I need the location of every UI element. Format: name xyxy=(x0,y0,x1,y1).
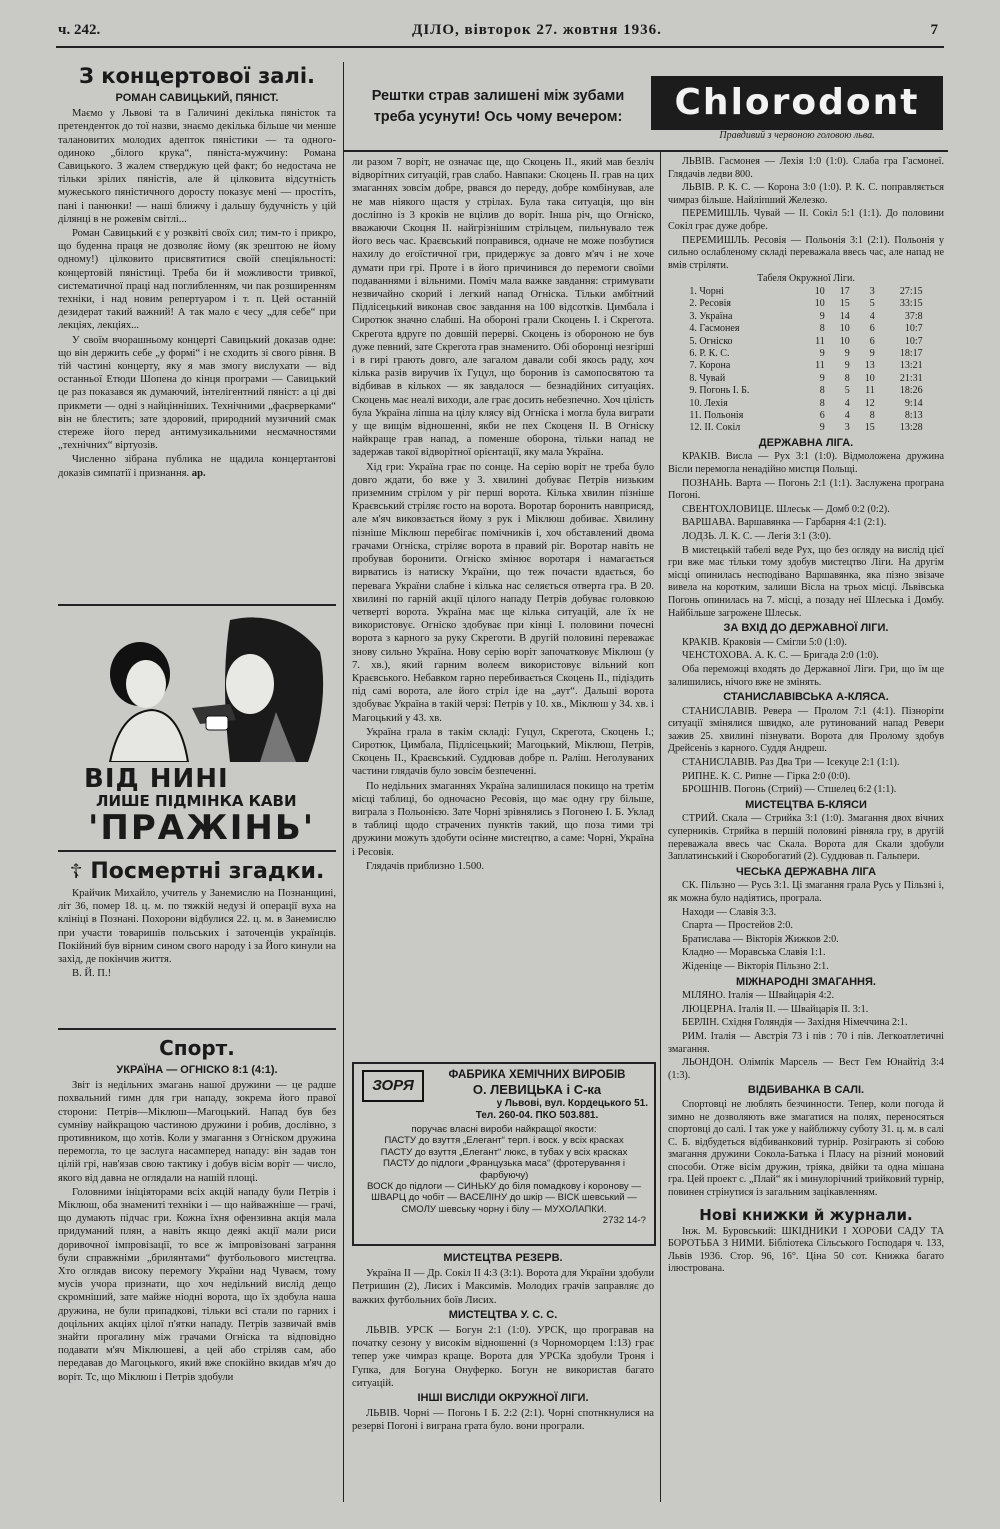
paragraph: Головними ініціяторами всіх акцій нападу були Петрів і Міклюш, оба знамениті техніки і — що найважніше — грачі, що думають підчас гри. Кожна їхня офензивна акція мала придуманий плян, а навіть якщо деякі акції мали риси доривочної імпровізації, то все ж імпровізовані заграння були справжніми „брилянтами“ футбольового мистецтва. Хто оглядав високу перемогу України над Чуваєм, тому мусів учора признати, що хоч недільний вислід дещо скромніший, зате майже ніодні ворота, що їх здобула наша дружина, не були припадкові, тільки всі стали по гарних і доцільних акціях цілої п'ятки нападу. Петрів зазвичай вмів знайти прогалину між грачами Огніска та відповідно подавати м'яч Міклюшеві, а цей або стріляв сам, або передавав до Магоцького, який вже спокійно вкидав м'яч до воріт. Тс, що Міклюш і Петрів здобули xyxy=(58,1186,336,1383)
zorya-intro: поручає власні вироби найкращої якости: xyxy=(411,1124,597,1135)
paragraph: ли разом 7 воріт, не означає ще, що Скоцень II., який мав безліч відворітних ситуацій, грав слабо. Навпаки: Скоцень II. грав на цих змаганнях зовсім добре, рвався до переду, добре комбінував, але не мав ніякого щастя у стрілах. Була така ситуація, що він досліпно із 3 кроків не вцілив до воріт. Інша річ, що Огніско, вважаючи Скоцня II. найгрізнішим стрільцем, пильнувало теж його весь час. Краєвський поправився, одначе не може позбутися нахилу до егоїстичної гри, придержує за довго м'яч і не хоче думати при грі. Проте і в його причинився до перемоги своїми подаваннями і вільними. Поміч мала важке завдання: стримувати незвичайно скорий і легкий напад Огніска. Тільки амбітний Підлісецький виконав своє завдання на 100 відсотків. Цимбала і Сиротюк значно слабші. На обороні грали Скоцень I. і Скрегота. Скрегота вдруге по довшій перерві. Скоцень із обороною не був дуже певний, зате Скрегота грав знаменито. Обі оборонці незгірші і в гирі грають довго, але загалом давали собі якось раду, хоч кілька разів виручив їх Гуцул, що боронив із самопосвятою та відбивав в кількох — як завдалося — безнадійних ситуаціях. Скоцень має неалі виходи, але грає досить небезпечно. Хоч цілість була Україна ліпша на цілу клясу від Огніска і могла була виграти у ще вищім відношенні, якби не пех Скоценя II. В Огніску найкраще грав напад, а поменше оборона, тільки напад не задержав такої відворітної орієнтації, яку мала Україна. xyxy=(352,157,654,459)
league-table-row xyxy=(687,336,924,348)
section-heading: ДЕРЖАВНА ЛІГА. xyxy=(758,436,854,449)
table-cell: 18:17 xyxy=(899,347,923,359)
section-heading: СТАНИСЛАВІВСЬКА А-КЛЯСА. xyxy=(723,691,889,704)
team-name: 5. Огніско xyxy=(689,335,733,347)
b-class-results xyxy=(668,813,944,863)
result-line: Кладно — Моравська Славія 1:1. xyxy=(682,947,826,959)
table-cell: 11 xyxy=(865,385,875,397)
table-cell: 13 xyxy=(864,360,875,372)
table-cell: 10 xyxy=(839,323,850,335)
team-name: 1. Чорні xyxy=(689,285,724,297)
table-cell: 13:21 xyxy=(899,360,923,372)
ad-line-3: 'ПРАЖІНЬ' xyxy=(88,808,316,842)
paragraph xyxy=(58,453,336,479)
closing-sentence: Численно зібрана публика не щадила концертантові доказів симпатії і признання. xyxy=(58,454,336,479)
table-cell: 8 xyxy=(869,410,875,421)
table-cell: 4 xyxy=(869,310,875,322)
result-line: РИМ. Італія — Австрія 73 і пів : 70 і пів. Легкоатлетичні змагання. xyxy=(668,1030,944,1055)
state-league-results xyxy=(668,451,944,620)
zorya-title: ФАБРИКА ХЕМІЧНИХ ВИРОБІВ xyxy=(448,1069,626,1081)
team-name: 3. Україна xyxy=(689,310,733,322)
result-line: БРОШНІВ. Погонь (Стрий) — Стшелец 6:2 (1:1). xyxy=(682,784,897,796)
section-heading: МІЖНАРОДНІ ЗМАГАННЯ. xyxy=(736,975,876,988)
zorya-product: ПАСТУ до підлоги „Французька маса“ (фротерування і фарбуючу) xyxy=(383,1158,625,1181)
table-cell: 10 xyxy=(814,298,825,310)
table-cell: 17 xyxy=(839,285,850,297)
table-cell: 27:15 xyxy=(899,285,923,297)
team-name: 12. II. Сокіл xyxy=(689,422,741,434)
table-cell: 10 xyxy=(864,372,875,384)
paragraph: Хід гри: Україна грає по сонце. На серію воріт не треба було довго ждати, бо вже у 3. хвилині добуває Петрів низьким приземним стрілом у ріг перші ворота. Кілька хвилин пізніше Краєвський стріляє госто на ворота. Воротар боронить навприсяд, але м'яч виковзається йому з рук і Міклюш добиває. Хвилину пізніше Міклюш перебігає помічників і, хоч обставлений двома грачами Огніска, стріляє ворота в правий ріг. Воротар навіть не пробував боронити. Огніско змінює воротаря і намагається вирватись із натиску України, що теж почасти вдається, бо перевага України слабне і кілька нас селяється отверта гра. В 20. хвилині по гарній акції цілого нападу Петрів добуває головкою четверті ворота. Україна має ще кілька ситуацій, але їх не використовує. Огніско здобуває при кінці I. половини почесні ворота з карного за руку Скреготи. В другій половині переважає знову сильно Україна. Нову серію воріт започатковує Міклюш (у 7. хв.), який гарним волеєм використовує вільний коп Краєвського. Небавком гарно перебивається Скоцень II., підіздить під самі ворота, але його стріл іде на „аут“. Дальші ворота здобуває Україна в такій черзі: Петрів у 10. хв., Міклюш у 34. хв. і Магоцький у 43. хв. xyxy=(352,461,654,724)
section-rule xyxy=(58,1028,336,1030)
concert-title: З концертової залі. xyxy=(78,64,315,88)
concert-subtitle: РОМАН САВИЦЬКИЙ, ПЯНІСТ. xyxy=(115,92,279,104)
paragraph: Інж. М. Буровський: ШКІДНИКИ І ХОРОБИ САДУ ТА БОРОТЬБА З НИМИ. Бібліотека Сільського Господаря ч. 133, Львів 1936. Стор. 96, 16°. Ціна 50 сот. Книжка багато ілюстрована. xyxy=(668,1225,944,1275)
table-cell: 8 xyxy=(819,397,825,409)
zorya-phone: Тел. 260-04. ПКО 503.881. xyxy=(475,1110,599,1121)
table-cell: 9 xyxy=(844,347,850,359)
result-line: ЧЕНСТОХОВА. А. К. С. — Бригада 2:0 (1:0). xyxy=(682,650,879,662)
table-cell: 9:14 xyxy=(904,397,923,409)
result-line: СТАНИСЛАВІВ. Раз Два Три — Ісекуце 2:1 (1:1). xyxy=(682,757,900,769)
author-signature: ар. xyxy=(191,467,206,479)
result-line: Жіденіце — Вікторія Пільзно 2:1. xyxy=(682,960,829,972)
table-cell: 12 xyxy=(864,397,875,409)
chlorodont-ad xyxy=(343,68,948,148)
table-cell: 8:13 xyxy=(904,410,923,421)
table-cell: 4 xyxy=(844,397,850,409)
coffee-ad xyxy=(80,612,330,842)
paragraph: Спортовці не люблять безчинности. Тепер, коли погода й зимно не дозволяють вже змагатися на полях, переносяться спортовці до салі. І так уже у найближчу суботу 31. ц. м. в салі С. Б. відбудеться відбиванковий турнір. Розіграють зі собою змагання дружини Сокола-Батька і Пласу на різний моновий способи. Отже вісім дружин, тріяка, двійки та одна мішана гра. Цей проект с. „Плай“ як і минулорічний трийковий турнір, повинен стрінутися із загальним зацікавленням. xyxy=(668,1098,944,1199)
zorya-product: ПАСТУ до взуття „Елегант“ люкс, в тубах у всіх красках xyxy=(380,1146,628,1158)
lower-sport-notes xyxy=(352,1250,654,1500)
section-heading: МИСТЕЦТВА У. С. С. xyxy=(448,1308,558,1321)
league-table-row xyxy=(687,360,924,372)
table-cell: 3 xyxy=(869,285,875,297)
sport-article xyxy=(58,1034,336,1504)
table-cell: 37:8 xyxy=(904,310,923,322)
table-cell: 6 xyxy=(869,335,875,347)
zorya-product: ВОСК до підлоги — СИНЬКУ до біля помадкову і коронову — ШВАРЦ до чобіт — ВАСЕЛІНУ до шкір — ВІСК шевський — СМОЛУ шевську чорну і білу — МУХОЛАПКИ. xyxy=(367,1181,641,1215)
result-line: ЛЬВІВ. Р. К. С. — Корона 3:0 (1:0). Р. К. С. поправляється чимраз більше. Найліпший Железко. xyxy=(668,182,944,206)
concert-article xyxy=(58,62,336,602)
table-cell: 6 xyxy=(819,410,825,421)
league-table-row xyxy=(687,348,924,360)
team-name: 11. Польонія xyxy=(689,410,744,421)
team-name: 8. Чувай xyxy=(689,372,726,384)
header-rule xyxy=(56,46,944,48)
stanislaviv-results xyxy=(668,706,944,797)
result-line: ВАРШАВА. Варшавянка — Гарбарня 4:1 (2:1). xyxy=(682,517,887,529)
table-cell: 15 xyxy=(864,422,875,434)
table-cell: 8 xyxy=(819,323,825,335)
result-line: КРАКІВ. Краковія — Смігли 5:0 (1:0). xyxy=(682,636,847,648)
issue-number: ч. 242. xyxy=(58,22,101,38)
result-line: ПЕРЕМИШЛЬ. Чувай — II. Сокіл 5:1 (1:1). До половини Сокіл грає дуже добре. xyxy=(668,208,944,232)
woman-child-illustration xyxy=(80,612,330,762)
result-line: ПОЗНАНЬ. Варта — Погонь 2:1 (1:1). Заслужена програна Погоні. xyxy=(668,477,944,502)
table-cell: 9 xyxy=(819,372,825,384)
ad-line-1: ВІД НИНІ xyxy=(84,764,229,794)
result-line: ЛЬОНДОН. Олімпік Марсель — Вест Гем Юнайтід 3:4 (1:3). xyxy=(668,1057,944,1081)
obituary-sign: В. Й. П.! xyxy=(72,968,112,980)
zorya-address: у Львові, вул. Кордецького 51. xyxy=(496,1098,648,1109)
section-heading: ЧЕСЬКА ДЕРЖАВНА ЛІГА xyxy=(735,865,877,878)
zorya-ad xyxy=(352,1062,656,1246)
obituary-title xyxy=(58,856,336,887)
league-table-row xyxy=(687,385,924,397)
result-line: Находи — Славія 3:3. xyxy=(682,906,777,918)
chlorodont-logo: Chlorodont xyxy=(651,76,943,130)
result-line: ЛЬВІВ. Гасмонея — Лехія 1:0 (1:0). Слаба гра Гасмонеї. Глядачів ледви 800. xyxy=(668,156,944,180)
result-line: Спарта — Простейов 2:0. xyxy=(682,920,793,932)
paragraph: ЛЬВІВ. УРСК — Богун 2:1 (1:0). УРСК, що програвав на початку сезону у високім відношенні (з Чорноморцем 1:13) грає тепер уже чимраз краще. Ворота для УРСКа здобули Троня і Гупка, для Богуна Онуферко. Богун не використав багато ситуацій. xyxy=(352,1325,654,1389)
table-cell: 10 xyxy=(839,335,850,347)
column-rule xyxy=(343,62,344,1502)
international-results xyxy=(668,990,944,1082)
masthead-date: ДІЛО, вівторок 27. жовтня 1936. xyxy=(412,22,662,38)
paragraph: Звіт із недільних змагань нашої дружини — це радше похвальний гимн для гри нападу, зокрема його правої сторони: Петрів—Міклюш—Магоцький. Напад був без сумніву найкращою частиною дружини і робив, дослівно, з противником, що хотів. Коли у змагання з Огніском дружина перемогла, то це заслуга насамперед нападу: він задав тон цілій грі, нав'язав свою тактику і добув вісім воріт — число, якого від давна не оглядали на нашій площі. xyxy=(58,1080,336,1184)
league-table-row xyxy=(687,373,924,385)
paragraph: По недільних змаганнях Україна залишилася покищо на третім місці таблиці, бо одночасно Ресовія, що має одну гру більше, виграла з Польонією. Зате Чорні зрівнялись з Погонею I. Б. Уклад в таблиці щодо страчених пунктів такий, що поза тими трі дружини можуть здобути осінне мистецтво, а саме: Чорні, Україна і Ресовія. xyxy=(352,780,654,858)
paragraph: Маємо у Львові та в Галичині декілька пяністок та претенденток до тої назви, знаємо декілька більше чи менше талановитих молодих адепток пяністики — та одного-одиноко „білого крука“, пяніста-мужчину: Романа Савицького. З жалем стверджую цей факт; бо недостача не тільки зрілих пяністів, але й цілковита відсутність мужеського пяністичного доросту показує мені — простіть, пані і панюнки! — наші ближчу і дальшу будучність у цій ділянці в не рожевім світлі... xyxy=(58,108,336,225)
table-cell: 33:15 xyxy=(899,298,923,310)
ad-line-2: ЛИШЕ ПІДМІНКА КАВИ xyxy=(96,792,297,810)
table-cell: 8 xyxy=(819,385,825,397)
result-line: ЛОДЗЬ. Л. К. С. — Легія 3:1 (3:0). xyxy=(682,530,832,542)
league-table-row xyxy=(687,398,924,410)
entry-results xyxy=(668,637,944,689)
table-cell: 9 xyxy=(869,347,875,359)
table-cell: 5 xyxy=(869,298,875,310)
table-cell: 9 xyxy=(819,347,825,359)
team-name: 9. Погонь I. Б. xyxy=(689,385,750,397)
result-line: В мистецькій табелі веде Рух, що без огляду на вислід цієї гри вже має тільки тому здобув мистецтво Ліги. На другім місці опинилась несподівано Варшавянка, яка пізно звізаче вивела на коротким, залиши Вісла на трьох місці. Львівська Погонь опинилась на 7. місці, а позаду неї Шлеська і Домбу. Найбільше загрожене Шлеськ. xyxy=(668,544,944,619)
table-cell: 9 xyxy=(819,310,825,322)
league-table-row xyxy=(687,298,924,310)
match-report xyxy=(352,156,654,1048)
result-line: Братислава — Вікторія Жижков 2:0. xyxy=(682,933,839,945)
sport-title: Спорт. xyxy=(159,1036,235,1060)
paragraph: Глядачів приблизно 1.500. xyxy=(366,860,485,872)
section-heading: МИСТЕЦТВА Б-КЛЯСИ xyxy=(745,798,867,811)
table-cell: 10:7 xyxy=(904,323,923,335)
page-header xyxy=(58,22,938,46)
result-line: СТАНИСЛАВІВ. Ревера — Пролом 7:1 (4:1). Пізноріти ситуації змінялися швидко, але рутинований напад Ревери зажив 25. хвилині пізнувати. Ворота для Пролому здобув Дрейсеніь з карного. Суддя Андреш. xyxy=(668,705,944,755)
league-table-row xyxy=(687,410,924,422)
paragraph: Роман Савицький є у розквіті своїх сил; тим-то і прикро, що буденна праця не дозволяє йому (як зрештою не йому одному!) цілковито присвятитися своїй спеціяльності: концертовій пяністиці. Треба би й можливости тривкої, систематичної праці над поглибленням, чи пак розширенням техніки, і над новим репертуаром і т. п. Цей останній дезидерат такий важний! А так мало є чесу „для себе“ при лекціях, лекціях... xyxy=(58,228,336,332)
obituary-text: Крайчик Михайло, учитель у Занемислю на Познанщині, літ 36, помер 18. ц. м. по тяжкій недузі й операції вуха на клініці в Познані. Похорони відбулися 22. ц. м. в Занемислю при участи товаришів польських і заточенців українців. Покійний був вірним сином свого народу і за Його кинули на захід, де покінчив життя. xyxy=(58,888,336,966)
result-line: ЛЮЦЕРНА. Італія II. — Швайцарія II. 3:1. xyxy=(682,1003,869,1015)
section-heading: ІНШІ ВИСЛІДИ ОКРУЖНОЇ ЛІГИ. xyxy=(417,1392,589,1405)
chlorodont-tagline: Правдивий з червоною головою льва. xyxy=(719,130,875,141)
table-cell: 18:26 xyxy=(899,385,923,397)
paragraph: Україна II — Др. Сокіл II 4:3 (3:1). Ворота для України здобули Петришин (2), Лисих і Максимів. Молодих грачів заправляє до важких футбольних боїв Лисих. xyxy=(352,1268,654,1306)
table-cell: 8 xyxy=(844,372,850,384)
paragraph: ЛЬВІВ. Чорні — Погонь I Б. 2:2 (2:1). Чорні спотнкнулися на резерві Погоні і виграна грата було. вони програли. xyxy=(352,1408,654,1433)
league-table xyxy=(687,286,924,435)
section-heading: ЗА ВХІД ДО ДЕРЖАВНОЇ ЛІГИ. xyxy=(723,622,889,635)
table-cell: 21:31 xyxy=(899,372,923,384)
page-number: 7 xyxy=(930,22,938,38)
table-cell: 15 xyxy=(839,298,850,310)
league-table-row xyxy=(687,286,924,298)
team-name: 10. Лехія xyxy=(689,397,728,409)
zorya-owner: О. ЛЕВИЦЬКА і С-ка xyxy=(472,1082,602,1097)
team-name: 2. Ресовія xyxy=(689,298,731,310)
paragraph: Україна грала в такім складі: Гуцул, Скрегота, Скоцень I.; Сиротюк, Цимбала, Підлісецький; Магоцький, Міклюш, Петрів, Скоцень II., Краєвський. Суддював добре п. Раліш. Неголуваних частини глядачів було зовсім безпеченні. xyxy=(352,726,654,778)
table-cell: 11 xyxy=(815,335,825,347)
table-cell: 5 xyxy=(844,385,850,397)
section-heading: МИСТЕЦТВА РЕЗЕРВ. xyxy=(443,1252,563,1264)
table-cell: 3 xyxy=(844,422,850,434)
table-cell: 10:7 xyxy=(904,335,923,347)
orthodox-cross-icon: ☦ xyxy=(69,859,83,883)
table-cell: 11 xyxy=(815,360,825,372)
league-table-title: Табеля Окружної Ліги. xyxy=(757,273,855,285)
match-heading: УКРАЇНА — ОГНІСКО 8:1 (4:1). xyxy=(116,1064,278,1076)
table-cell: 4 xyxy=(844,410,850,421)
table-cell: 9 xyxy=(844,360,850,372)
team-name: 7. Корона xyxy=(689,360,731,372)
league-table-row xyxy=(687,311,924,323)
results-column xyxy=(668,156,944,1504)
section-rule xyxy=(58,604,336,606)
league-table-row xyxy=(687,422,924,434)
table-cell: 14 xyxy=(839,310,850,322)
zorya-logo: ЗОРЯ xyxy=(362,1070,424,1102)
obituary xyxy=(58,856,336,1026)
zorya-products xyxy=(362,1124,646,1227)
column-rule xyxy=(660,152,661,1502)
table-cell: 9 xyxy=(819,422,825,434)
team-name: 4. Гасмонея xyxy=(689,323,740,335)
result-line: Оба переможці входять до Державної Ліги. Гри, що їм ще залишились, нічого вже не змінять. xyxy=(668,663,944,688)
result-line: СК. Пільзно — Русь 3:1. Ці змагання грала Русь у Пільзні і, як можна було надіятись, програла. xyxy=(668,880,944,904)
league-table-row xyxy=(687,323,924,335)
result-line: БЕРЛІН. Східня Голяндія — Західня Німеччина 2:1. xyxy=(682,1017,908,1029)
section-rule xyxy=(58,850,336,852)
result-line: МІЛЯНО. Італія — Швайцарія 4:2. xyxy=(682,990,835,1002)
zorya-code: 2732 14-? xyxy=(602,1215,646,1227)
result-line: СВЕНТОХЛОВИЦЕ. Шлеськ — Домб 0:2 (0:2). xyxy=(682,503,890,515)
result-line: СТРИЙ. Скала — Стрийка 3:1 (1:0). Змагання двох вічних суперників. Стрийка в першій половині рівняла гру, в другій переважала ввесь час Скала. Ворота для Скали здобули Заплатинський і Скоробогатий (2). Суддював п. Гальпери. xyxy=(668,813,944,863)
result-line: РИПНЕ. К. С. Рипне — Гірка 2:0 (0:0). xyxy=(682,770,851,782)
czech-league-results xyxy=(668,880,944,973)
chlorodont-slogan: Рештки страв залишені між зубами треба усунути! Ось чому вечером: xyxy=(371,88,625,125)
table-cell: 13:28 xyxy=(899,422,923,434)
table-cell: 10 xyxy=(814,285,825,297)
books-title: Нові книжки й журнали. xyxy=(699,1205,913,1224)
section-heading: ВІДБИВАНКА В САЛІ. xyxy=(747,1084,865,1097)
paragraph: У своїм вчорашньому концерті Савицький доказав одне: що він держить себе „у формі“ і не сходить зі свого рівня. В тій частині концерту, яку я мав змогу вислухати — від останньої Етюди Шопена до кінця програми — Савицький це раз показався як думаючий, інтелігентний пяніст: а ці дві прикмети — одні з найцінніших. Технічними „фаєрверками“ він не блестить; зате здоровий, природний музичний смак стереже його перед антимузикальними несмачностями „технічних“ віртуозів. xyxy=(58,334,336,452)
result-line: КРАКІВ. Висла — Рух 3:1 (1:0). Відмоложена дружина Вісли перемогла ненадійно мистця Польщі. xyxy=(668,451,944,475)
obituary-title-text: Посмертні згадки. xyxy=(90,859,325,884)
zorya-product: ПАСТУ до взуття „Елегант“ терп. і воск. у всіх красках xyxy=(384,1135,624,1147)
team-name: 6. Р. К. С. xyxy=(689,347,730,359)
table-cell: 6 xyxy=(869,323,875,335)
section-rule xyxy=(343,150,948,152)
result-line: ПЕРЕМИШЛЬ. Ресовія — Польонія 3:1 (2:1). Польонія у сильно ослабленому складі переважала ввесь час, але напад не вмів стріляти. xyxy=(668,234,944,271)
